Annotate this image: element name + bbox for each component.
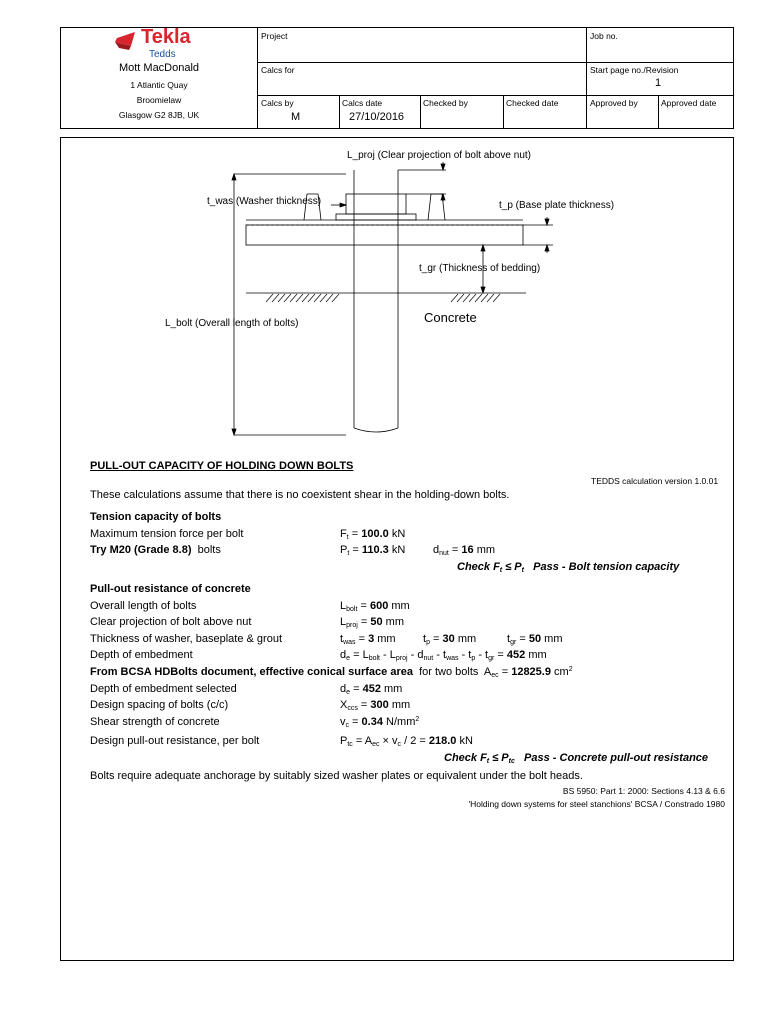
reference-2: 'Holding down systems for steel stanchions' BCSA / Constrado 1980: [468, 799, 725, 809]
twas-equation: $t_{was} = 3$ mm: [340, 633, 396, 646]
overall-length-label: Overall length of bolts: [90, 600, 197, 612]
project-label: Project: [261, 31, 288, 41]
start-page-label: Start page no./Revision: [590, 65, 679, 75]
anchorage-note: Bolts require adequate anchorage by suitably sized washer plates or equivalent under the bolt heads.: [90, 770, 583, 782]
lproj-equation: $L_{proj} = 50$ mm: [340, 616, 404, 629]
pullout-res-label: Design pull-out resistance, per bolt: [90, 735, 260, 747]
bolt-diagram: [61, 138, 733, 448]
calculation-sheet: [60, 137, 734, 961]
concrete-label: Concrete: [424, 310, 477, 325]
clear-proj-label: Clear projection of bolt above nut: [90, 616, 252, 628]
address-line-3: Glasgow G2 8JB, UK: [118, 110, 200, 120]
max-tension-label: Maximum tension force per bolt: [90, 528, 244, 540]
calcs-date-value: 27/10/2016: [349, 111, 405, 123]
depth-selected-label: Depth of embedment selected: [90, 683, 237, 695]
try-bolt-label: Try M20 (Grade 8.8) bolts: [90, 544, 221, 556]
calcs-by-label: Calcs by: [261, 98, 294, 108]
logo-text: Tekla: [141, 26, 191, 48]
lbolt-equation: $L_{bolt} = 600$ mm: [340, 600, 410, 613]
t-was-label: t_was (Washer thickness): [207, 196, 322, 207]
checked-date-label: Checked date: [506, 98, 559, 108]
section-title: PULL-OUT CAPACITY OF HOLDING DOWN BOLTS: [90, 460, 354, 472]
check-pullout: Check $F_t \le P_{tc}$ Pass - Concrete pull-out resistance: [444, 752, 709, 765]
tp-equation: $t_p = 30$ mm: [423, 633, 477, 646]
depth-label: Depth of embedment: [90, 649, 193, 661]
l-proj-label: L_proj (Clear projection of bolt above nut): [347, 150, 531, 161]
job-no-label: Job no.: [590, 31, 618, 41]
calcs-date-label: Calcs date: [342, 98, 383, 108]
spacing-label: Design spacing of bolts (c/c): [90, 699, 229, 711]
approved-date-label: Approved date: [661, 98, 717, 108]
xccs-equation: $X_{ccs} = 300$ mm: [340, 699, 411, 712]
address-line-1: 1 Atlantic Quay: [130, 80, 188, 90]
pullout-heading: Pull-out resistance of concrete: [90, 583, 251, 595]
l-bolt-label: L_bolt (Overall length of bolts): [165, 318, 299, 329]
checked-by-label: Checked by: [423, 98, 468, 108]
version-note: TEDDS calculation version 1.0.01: [591, 476, 719, 486]
header-block: [60, 27, 734, 129]
thickness-label: Thickness of washer, baseplate & grout: [90, 633, 282, 645]
start-page-value: 1: [655, 77, 662, 89]
reference-1: BS 5950: Part 1: 2000: Sections 4.13 & 6.6: [562, 786, 725, 796]
bcsa-line: From BCSA HDBolts document, effective conical surface area for two bolts $A_{ec} = 12825.9$ $cm^2$: [90, 666, 573, 679]
tension-heading: Tension capacity of bolts: [90, 511, 222, 523]
assumption-text: These calculations assume that there is no coexistent shear in the holding-down bolts.: [90, 489, 510, 501]
vc-equation: $v_c = 0.34$ $N/mm^2$: [340, 716, 420, 729]
de-equation: $d_e = L_{bolt} - L_{proj} - d_{nut} - t_{was} - t_p - t_{gr} = 452$ mm: [340, 649, 547, 662]
pt-equation: $P_t = 110.3$ kN: [340, 544, 406, 557]
dnut-equation: $d_{nut} = 16$ mm: [433, 544, 496, 557]
calcs-by-value: M: [291, 111, 301, 123]
ptc-equation: $P_{tc} = A_{ec} \times v_c / 2 = 218.0$ kN: [340, 735, 473, 748]
address-line-2: Broomielaw: [136, 95, 182, 105]
de2-equation: $d_e = 452$ mm: [340, 683, 403, 696]
shear-label: Shear strength of concrete: [90, 716, 220, 728]
approved-by-label: Approved by: [590, 98, 638, 108]
ft-equation: $F_t = 100.0$ kN: [340, 528, 406, 541]
check-tension: Check $F_t \le P_t$ Pass - Bolt tension capacity: [457, 561, 680, 574]
calcs-for-label: Calcs for: [261, 65, 295, 75]
logo-sub: Tedds: [149, 49, 176, 60]
company-name: Mott MacDonald: [118, 62, 200, 74]
t-p-label: t_p (Base plate thickness): [499, 200, 615, 211]
t-gr-label: t_gr (Thickness of bedding): [419, 263, 541, 274]
tgr-equation: $t_{gr} = 50$ mm: [507, 633, 563, 646]
